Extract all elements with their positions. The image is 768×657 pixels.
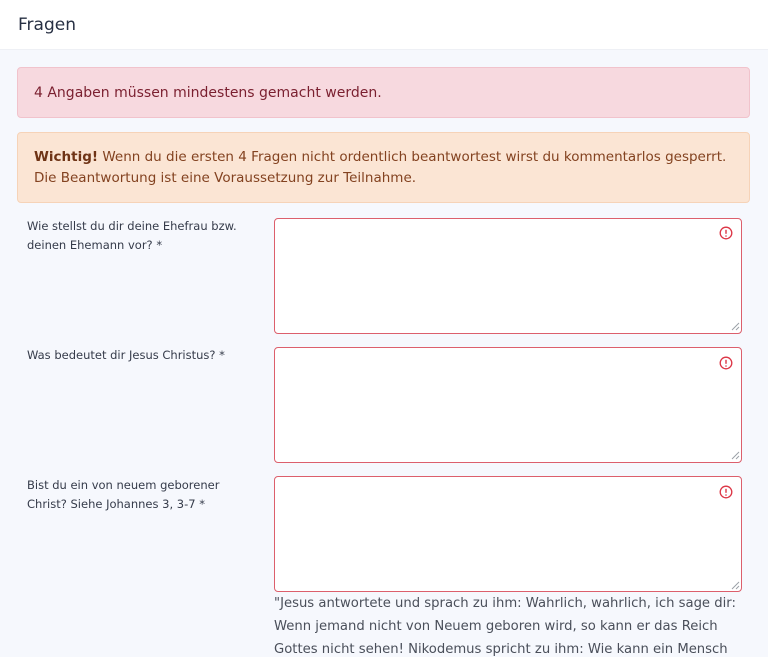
minimum-answers-alert-text: 4 Angaben müssen mindestens gemacht werden. [34,84,382,101]
card-header [0,0,768,50]
resize-handle-icon[interactable] [731,322,740,331]
error-icon [719,226,733,240]
error-icon [719,356,733,370]
question-input-2[interactable] [274,347,742,463]
bible-quote-help-text: "Jesus antwortete und sprach zu ihm: Wahrlich, wahrlich, ich sage dir: Wenn jemand nicht von Neuem geboren wird, so kann er das Reich Gottes nicht sehen! Nikodemus spricht zu ihm: Wie kann ein Mensch [274,596,736,657]
warning-strong-label: Wichtig! [34,149,99,165]
error-icon [719,485,733,499]
warning-text: Wenn du die ersten 4 Fragen nicht ordentlich beantwortest wirst du kommentarlos gesperrt. Die Beantwortung ist eine Voraussetzung zur Teilnahme. [34,149,727,186]
question-label-2: Was bedeutet dir Jesus Christus? * [27,348,225,362]
question-input-3[interactable] [274,476,742,592]
question-label-3: Bist du ein von neuem geborener Christ? Siehe Johannes 3, 3-7 * [27,478,220,511]
resize-handle-icon[interactable] [731,581,740,590]
important-warning-alert [17,132,750,203]
question-label-1: Wie stellst du dir deine Ehefrau bzw. deinen Ehemann vor? * [27,219,237,252]
resize-handle-icon[interactable] [731,451,740,460]
minimum-answers-alert [17,67,750,118]
page-title: Fragen [18,14,76,35]
question-input-1[interactable] [274,218,742,334]
